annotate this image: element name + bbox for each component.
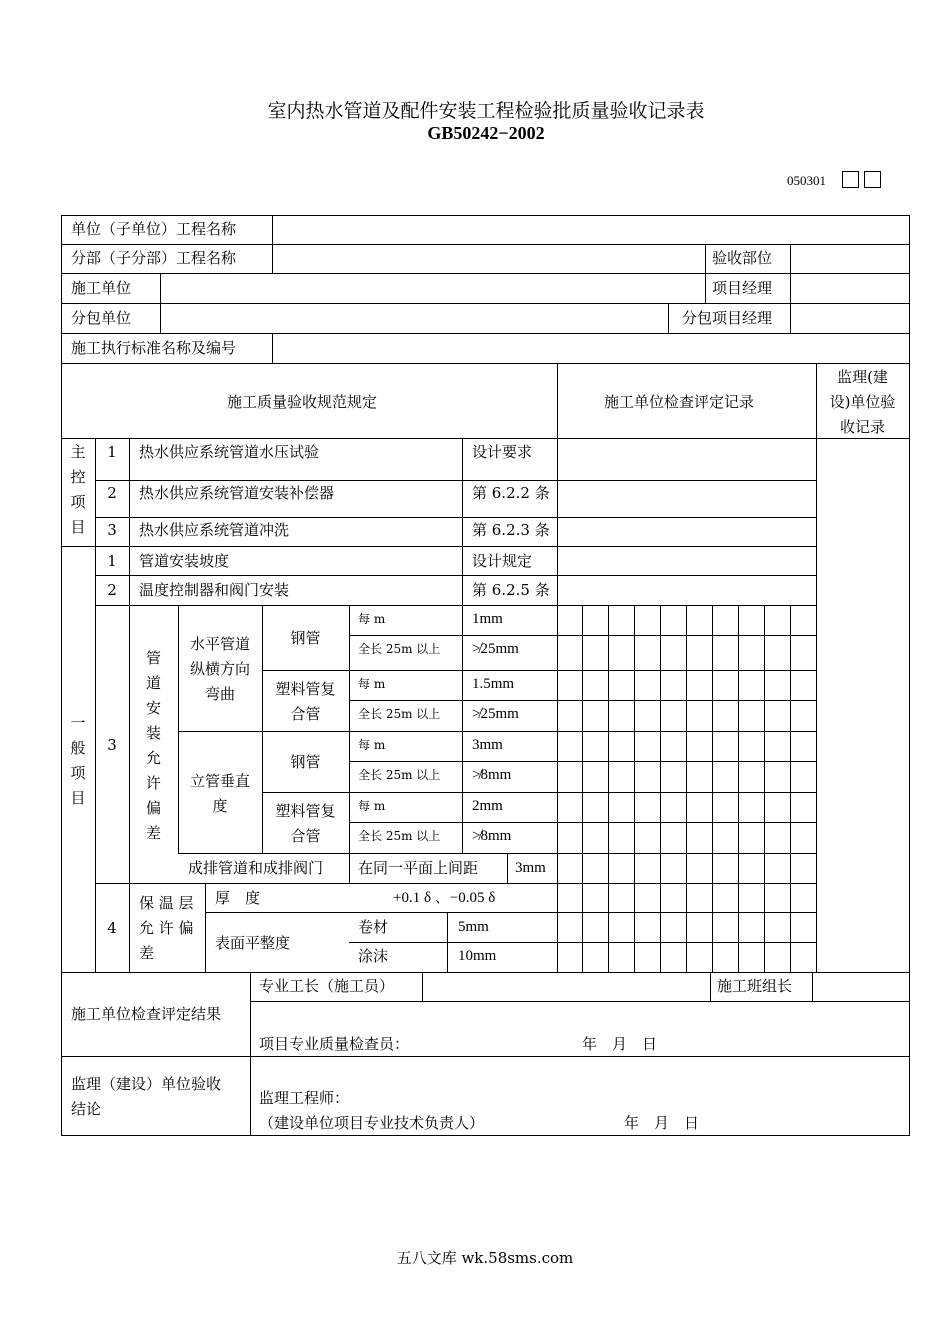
main-item-no: 1 [107,443,117,461]
row-pipes-label: 成排管道和成排阀门 [188,859,324,877]
per-m-label: 每 m [358,612,386,626]
coat-value: 10mm [458,948,497,964]
tolerance-value: ≯25mm [472,706,519,722]
deviation-char: 许 [145,774,161,792]
main-label-char: 控 [70,468,86,486]
main-item-requirement: 第 6.2.3 条 [472,521,550,539]
steel-pipe-label: 钢管 [290,753,321,771]
per-m-label: 每 m [358,738,386,752]
flatness-label: 表面平整度 [215,934,291,952]
per-m-label: 每 m [358,677,386,691]
main-item-requirement: 第 6.2.2 条 [472,484,550,502]
spec-column-header: 施工质量验收规范规定 [227,393,378,411]
full-length-label: 全长 25m 以上 [358,642,441,656]
form-code: 050301 [787,173,826,188]
horizontal-label-line: 水平管道 [189,635,250,653]
check-result-label: 施工单位检查评定结果 [71,1005,222,1023]
deviation-char: 装 [145,724,161,742]
conclusion-label-line: 监理（建设）单位验收 [71,1075,222,1093]
main-item-name: 热水供应系统管道水压试验 [139,443,320,461]
steel-pipe-label: 钢管 [290,629,321,647]
horizontal-label-line: 纵横方向 [189,660,250,678]
general-label-char: 一 [70,714,86,732]
tolerance-value: ≯8mm [472,828,512,844]
main-label-char: 主 [70,443,86,461]
project-manager-label: 项目经理 [712,279,773,297]
roll-label: 卷材 [358,918,389,936]
supervisor-header-line-2: 设)单位验 [829,393,896,411]
thickness-label: 厚 度 [215,889,261,907]
tolerance-value: 1mm [472,611,503,627]
footer-source: 五八文库 wk.58sms.com [396,1249,574,1267]
per-m-label: 每 m [358,799,386,813]
main-item-name: 热水供应系统管道冲洗 [139,521,290,539]
deviation-char: 差 [145,824,161,842]
plastic-pipe-label: 塑料管复 [275,680,336,698]
inspector-label: 项目专业质量检查员： [259,1035,410,1053]
horizontal-label-line: 弯曲 [204,685,235,703]
general-item-name: 温度控制器和阀门安装 [139,581,290,599]
insulation-label-line: 允 许 偏 [139,919,194,937]
deviation-char: 偏 [145,799,161,817]
general-item-no: 2 [107,581,117,599]
unit-project-label: 单位（子单位）工程名称 [71,220,237,238]
tolerance-value: 2mm [472,798,503,814]
general-label-char: 般 [70,739,86,757]
general-item-requirement: 设计规定 [472,552,533,570]
sub-project-label: 分部（子分部）工程名称 [71,249,237,267]
plastic-pipe-label: 合管 [290,827,321,845]
main-item-no: 2 [107,484,117,502]
acceptance-part-label: 验收部位 [712,249,773,267]
check-record-column-header: 施工单位检查评定记录 [604,393,755,411]
deviation-char: 管 [145,649,161,667]
vertical-label-line: 度 [212,797,228,815]
full-length-label: 全长 25m 以上 [358,768,441,782]
subcontractor-label: 分包单位 [71,309,132,327]
tech-person-label: （建设单位项目专业技术负责人） [259,1114,485,1132]
deviation-char: 安 [145,699,161,717]
supervisor-header-line-1: 监理(建 [837,368,888,386]
general-label-char: 项 [70,764,86,782]
conclusion-label-line: 结论 [71,1100,102,1118]
tolerance-value: 1.5mm [472,676,515,692]
team-leader-label: 施工班组长 [717,977,793,995]
main-label-char: 目 [70,518,86,536]
main-label-char: 项 [70,493,86,511]
full-length-label: 全长 25m 以上 [358,829,441,843]
general-item-name: 管道安装坡度 [139,552,230,570]
thickness-value: +0.1 δ 、−0.05 δ [393,890,496,906]
plastic-pipe-label: 塑料管复 [275,802,336,820]
coat-label: 涂沫 [358,947,389,965]
insulation-label-line: 差 [139,944,155,962]
main-item-no: 3 [107,521,117,539]
plastic-pipe-label: 合管 [290,705,321,723]
row-pipes-value: 3mm [515,860,546,876]
row-pipes-condition: 在同一平面上间距 [358,859,479,877]
general-item-no: 3 [107,736,117,754]
engineer-label: 监理工程师： [259,1089,350,1107]
supervisor-header-line-3: 收记录 [839,418,885,436]
deviation-char: 道 [145,674,161,692]
insulation-label-line: 保 温 层 [139,894,194,912]
general-item-no: 1 [107,552,117,570]
roll-value: 5mm [458,919,489,935]
tolerance-value: ≯8mm [472,767,512,783]
vertical-label-line: 立管垂直 [189,772,250,790]
main-item-name: 热水供应系统管道安装补偿器 [139,484,335,502]
result-date: 年 月 日 [582,1035,658,1053]
standard-code: GB50242−2002 [427,123,545,143]
main-item-requirement: 设计要求 [472,443,533,461]
general-item-requirement: 第 6.2.5 条 [472,581,550,599]
construction-unit-label: 施工单位 [71,279,132,297]
foreman-label: 专业工长（施工员） [259,977,395,995]
sub-project-manager-label: 分包项目经理 [682,309,773,327]
general-item-no: 4 [107,919,117,937]
standard-name-label: 施工执行标准名称及编号 [71,339,237,357]
conclusion-date: 年 月 日 [624,1114,700,1132]
tolerance-value: ≯25mm [472,641,519,657]
general-label-char: 目 [70,789,86,807]
deviation-char: 允 [145,749,161,767]
tolerance-value: 3mm [472,737,503,753]
page-title: 室内热水管道及配件安装工程检验批质量验收记录表 [267,100,705,122]
full-length-label: 全长 25m 以上 [358,707,441,721]
